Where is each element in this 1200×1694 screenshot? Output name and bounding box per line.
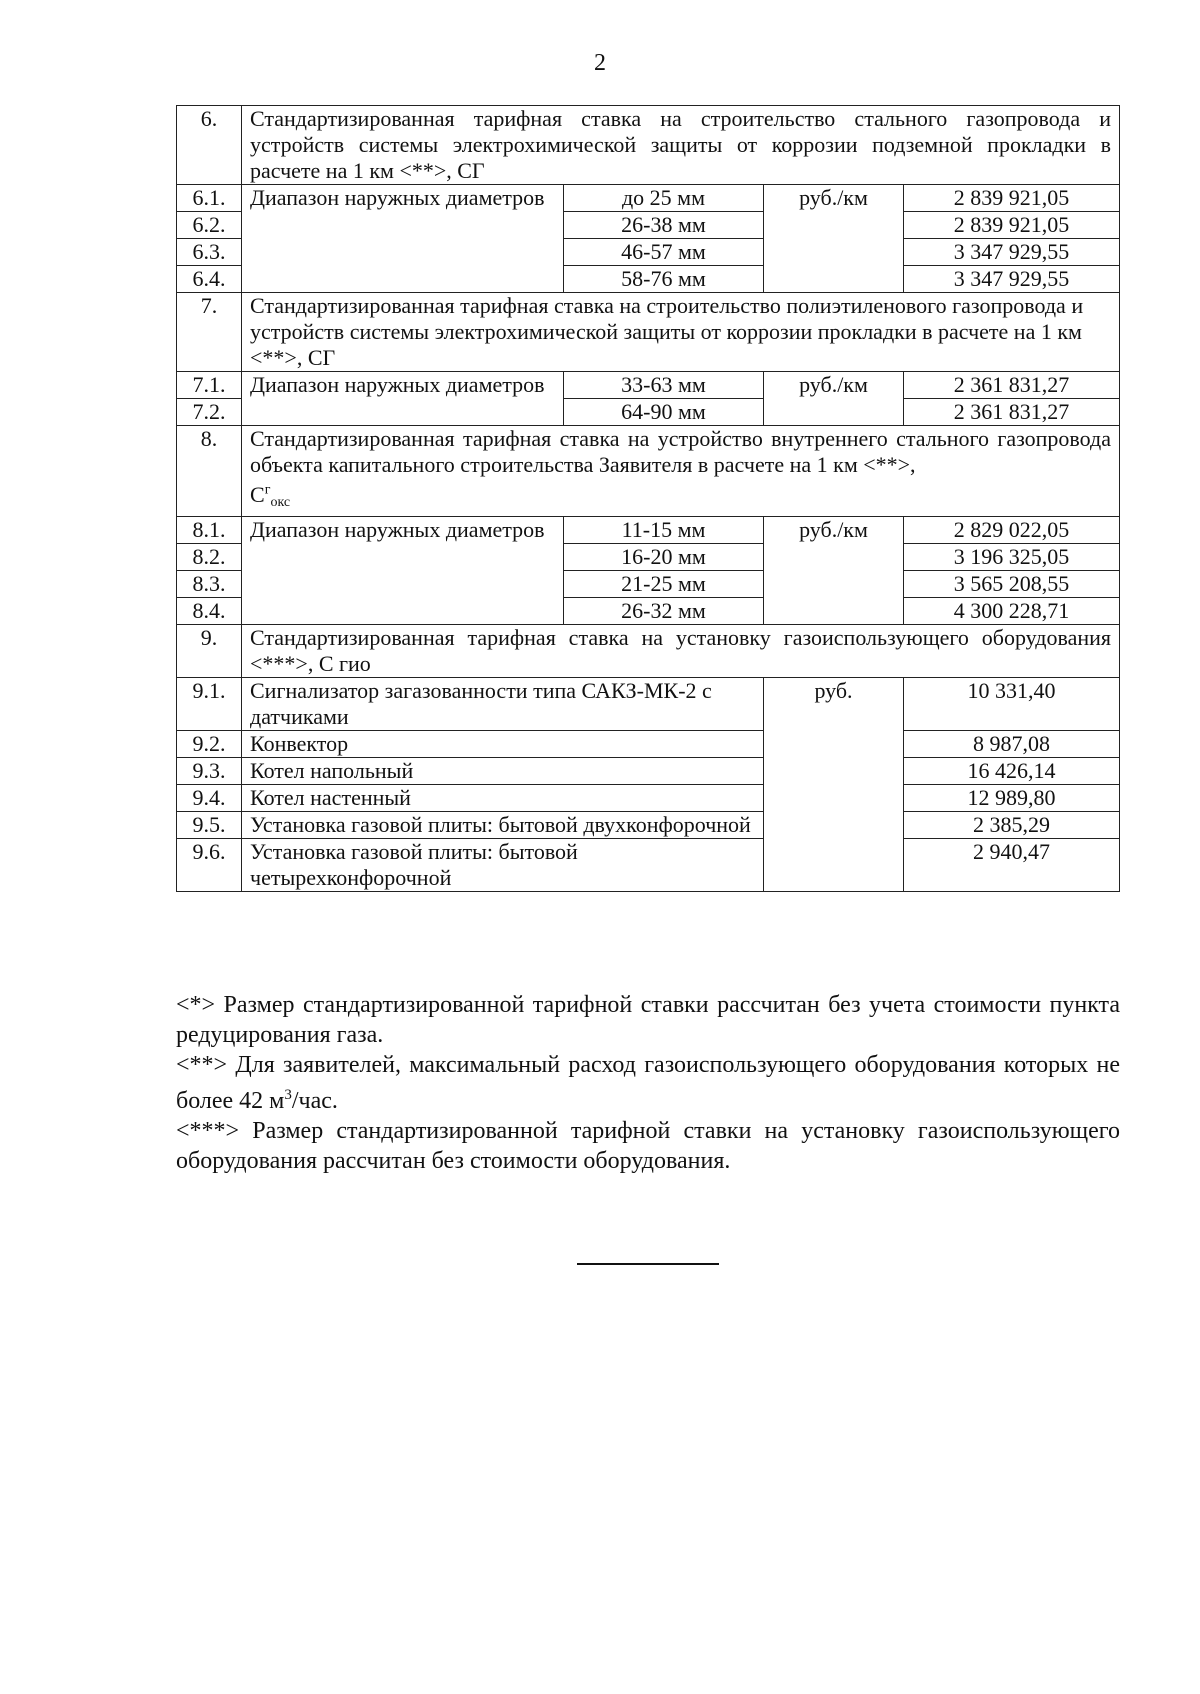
section-header-row [177,625,1120,678]
table-row [177,812,1120,839]
tariff-symbol: $С^г_{окс}$ [250,482,291,511]
value-cell: 2 940,47 [904,839,1120,892]
value-cell: 3 347 929,55 [904,266,1120,293]
section-header-row [177,426,1120,517]
tariff-table [176,105,1120,892]
value-cell: 2 839 921,05 [904,185,1120,212]
diameter-cell: 11-15 мм [564,517,764,544]
equipment-name: Котел настенный [242,785,764,812]
diameter-cell: 64-90 мм [564,399,764,426]
row-number: 8.2. [177,544,242,571]
section-title: Стандартизированная тарифная ставка на установку газоиспользующего оборудования <***>, С гио [242,625,1120,678]
footnote: <*> Размер стандартизированной тарифной ставки рассчитан без учета стоимости пункта редуцирования газа. [176,992,1120,1048]
diameter-cell: 46-57 мм [564,239,764,266]
section-title: Стандартизированная тарифная ставка на устройство внутреннего стального газопровода объекта капитального строительства Заявителя в расчете на 1 км <**>, [250,426,1111,477]
diameter-cell: 21-25 мм [564,571,764,598]
section-header-row [177,293,1120,372]
section-title: Стандартизированная тарифная ставка на строительство стального газопровода и устройств системы электрохимической защиты от коррозии подземной прокладки в расчете на 1 км <**>, СГ [242,106,1120,185]
row-number: 8.3. [177,571,242,598]
row-number: 9.6. [177,839,242,892]
diameter-cell: до 25 мм [564,185,764,212]
footnotes [176,990,1120,1176]
value-cell: 3 347 929,55 [904,239,1120,266]
row-number: 9.1. [177,678,242,731]
equipment-name: Конвектор [242,731,764,758]
value-cell: 8 987,08 [904,731,1120,758]
value-cell: 16 426,14 [904,758,1120,785]
unit-cell: руб./км [764,185,904,293]
section-number: 8. [177,426,242,517]
footnote: <***> Размер стандартизированной тарифной ставки на установку газоиспользующего оборудования рассчитан без стоимости оборудования. [176,1118,1120,1174]
row-number: 6.4. [177,266,242,293]
table-row [177,839,1120,892]
row-number: 6.1. [177,185,242,212]
row-number: 8.4. [177,598,242,625]
value-cell: 10 331,40 [904,678,1120,731]
section-title-cell [242,426,1120,517]
value-cell: 4 300 228,71 [904,598,1120,625]
row-number: 8.1. [177,517,242,544]
value-cell: 2 385,29 [904,812,1120,839]
table-row [177,731,1120,758]
unit-cell: руб./км [764,372,904,426]
equipment-name: Установка газовой плиты: бытовой двухконфорочной [242,812,764,839]
diameter-cell: 26-32 мм [564,598,764,625]
equipment-name: Котел напольный [242,758,764,785]
row-number: 6.3. [177,239,242,266]
page-number: 2 [594,50,606,76]
value-cell: 3 196 325,05 [904,544,1120,571]
equipment-name: Сигнализатор загазованности типа САКЗ-МК-2 с датчиками [242,678,764,731]
row-number: 9.2. [177,731,242,758]
diameter-cell: 16-20 мм [564,544,764,571]
value-cell: 2 839 921,05 [904,212,1120,239]
equipment-name: Установка газовой плиты: бытовой четырехконфорочной [242,839,764,892]
value-cell: 12 989,80 [904,785,1120,812]
footnote: <**> Для заявителей, максимальный расход газоиспользующего оборудования которых не более 42 $м^3$/час. [176,1052,1120,1114]
section-number: 6. [177,106,242,185]
value-cell: 2 361 831,27 [904,372,1120,399]
table-row [177,517,1120,544]
value-cell: 3 565 208,55 [904,571,1120,598]
diameter-cell: 33-63 мм [564,372,764,399]
section-title: Стандартизированная тарифная ставка на строительство полиэтиленового газопровода и устройств системы электрохимической защиты от коррозии прокладки в расчете на 1 км <**>, СГ [242,293,1120,372]
end-divider [577,1263,719,1265]
value-cell: 2 829 022,05 [904,517,1120,544]
table-row [177,372,1120,399]
diameter-range-label: Диапазон наружных диаметров [242,185,564,293]
table-row [177,758,1120,785]
row-number: 9.4. [177,785,242,812]
table-row [177,678,1120,731]
row-number: 7.1. [177,372,242,399]
unit-cell: руб./км [764,517,904,625]
diameter-cell: 58-76 мм [564,266,764,293]
row-number: 9.3. [177,758,242,785]
table-row [177,185,1120,212]
diameter-range-label: Диапазон наружных диаметров [242,372,564,426]
value-cell: 2 361 831,27 [904,399,1120,426]
section-header-row [177,106,1120,185]
row-number: 9.5. [177,812,242,839]
section-number: 9. [177,625,242,678]
row-number: 7.2. [177,399,242,426]
table-row [177,785,1120,812]
diameter-range-label: Диапазон наружных диаметров [242,517,564,625]
row-number: 6.2. [177,212,242,239]
section-number: 7. [177,293,242,372]
diameter-cell: 26-38 мм [564,212,764,239]
unit-cell: руб. [764,678,904,892]
